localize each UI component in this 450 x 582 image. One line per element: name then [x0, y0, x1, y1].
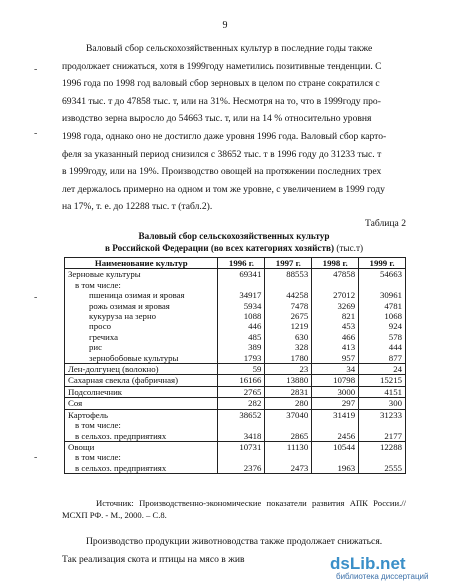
table-cell-value: 1793	[218, 353, 265, 364]
table-cell-value: 2555	[359, 463, 406, 474]
table-cell-value: 3269	[312, 301, 359, 311]
table-cell-value: 413	[312, 342, 359, 352]
table-header-row	[65, 258, 406, 269]
table-cell-value: 2675	[265, 311, 312, 321]
table-cell-value: 16166	[218, 375, 265, 386]
table-cell-value: 1088	[218, 311, 265, 321]
table-cell-value: 453	[312, 321, 359, 331]
table-cell-value: 2473	[265, 463, 312, 474]
table-cell-value	[312, 420, 359, 430]
margin-mark: -	[34, 64, 38, 75]
text-line: Валовый сбор сельскохозяйственных культур в последние годы также	[86, 43, 373, 54]
table-cell-value: 27012	[312, 290, 359, 300]
watermark-subtitle: библиотека диссертаций	[336, 572, 429, 581]
table-header-cell: 1998 г.	[312, 258, 359, 269]
table-row	[65, 269, 406, 280]
table-row	[65, 409, 406, 420]
table-cell-name: в сельхоз. предприятиях	[65, 431, 218, 442]
table-cell-name: пшеница озимая и яровая	[65, 290, 218, 300]
table-cell-value: 578	[359, 332, 406, 342]
table-row	[65, 332, 406, 342]
table-cell-value: 924	[359, 321, 406, 331]
table-cell-value: 47858	[312, 269, 359, 280]
table-cell-value: 2865	[265, 431, 312, 442]
table-cell-value: 10731	[218, 441, 265, 452]
table-cell-name: кукуруза на зерно	[65, 311, 218, 321]
table-cell-value: 1963	[312, 463, 359, 474]
table-cell-value: 630	[265, 332, 312, 342]
margin-mark: -	[34, 452, 38, 463]
table-cell-value: 2376	[218, 463, 265, 474]
table-cell-value	[359, 452, 406, 462]
text-line: лет держалось примерно на одном и том же уровне, с увеличением в 1999 году	[62, 183, 385, 195]
table-cell-value: 5934	[218, 301, 265, 311]
table-cell-name: Соя	[65, 398, 218, 409]
text-line: феля за указанный период снизился с 38652 тыс. т в 1996 году до 31233 тыс. т	[62, 148, 382, 160]
table-cell-value: 44258	[265, 290, 312, 300]
table-cell-value: 69341	[218, 269, 265, 280]
table-cell-value: 2456	[312, 431, 359, 442]
table-title	[62, 231, 406, 254]
table-cell-value: 4151	[359, 386, 406, 397]
table-title-line: Валовый сбор сельскохозяйственных культур	[138, 231, 330, 241]
margin-mark: -	[34, 128, 38, 139]
table-cell-value: 3418	[218, 431, 265, 442]
table-cell-name: в том числе:	[65, 420, 218, 430]
table-cell-value	[265, 452, 312, 462]
table-cell-value	[218, 420, 265, 430]
text-line: 1998 года, однако оно не достигло даже уровня 1996 года. Валовый сбор карто-	[62, 130, 387, 142]
table-row	[65, 398, 406, 409]
table-cell-value	[312, 280, 359, 290]
table-cell-value: 15215	[359, 375, 406, 386]
watermark	[330, 554, 450, 582]
table-cell-value: 1068	[359, 311, 406, 321]
table-cell-value: 466	[312, 332, 359, 342]
text-line: изводство зерна выросло до 54663 тыс. т, или на 14 % относительно уровня	[62, 113, 372, 125]
table-cell-value: 389	[218, 342, 265, 352]
table-cell-name: зернобобовые культуры	[65, 353, 218, 364]
table-row	[65, 353, 406, 364]
table-row	[65, 311, 406, 321]
table-cell-value: 957	[312, 353, 359, 364]
table-row	[65, 441, 406, 452]
table-row	[65, 290, 406, 300]
table-cell-value: 13880	[265, 375, 312, 386]
text-line: в 1999году, или на 19%. Производство овощей на протяжении последних трех	[62, 166, 382, 178]
table-cell-value: 10798	[312, 375, 359, 386]
table-cell-value: 11130	[265, 441, 312, 452]
table-title-unit: (тыс.т)	[334, 242, 364, 253]
table-cell-value	[218, 452, 265, 462]
table-cell-value	[265, 280, 312, 290]
text-line: продолжает снижаться, хотя в 1999году наметились позитивные тенденции. С	[62, 60, 382, 72]
table-row	[65, 280, 406, 290]
table-cell-value	[265, 420, 312, 430]
table-cell-value: 37040	[265, 409, 312, 420]
table-cell-value: 2831	[265, 386, 312, 397]
table-cell-value: 2177	[359, 431, 406, 442]
table-cell-name: Подсолнечник	[65, 386, 218, 397]
table-header-cell: 1999 г.	[359, 258, 406, 269]
table-cell-value: 59	[218, 364, 265, 375]
text-line: 1996 года по 1998 год валовый сбор зерновых в целом по стране сократился с	[62, 78, 380, 90]
text-line: Так реализация скота и птицы на мясо в жив	[62, 553, 245, 565]
table-cell-value: 485	[218, 332, 265, 342]
table-title-subline: в Российской Федерации (во всех категориях хозяйств)	[104, 242, 335, 253]
table-cell-value: 34	[312, 364, 359, 375]
table-cell-value: 300	[359, 398, 406, 409]
table-header-cell: 1997 г.	[265, 258, 312, 269]
table-cell-value: 3000	[312, 386, 359, 397]
table-row	[65, 386, 406, 397]
table-cell-value: 444	[359, 342, 406, 352]
table-cell-value: 10544	[312, 441, 359, 452]
table-row	[65, 301, 406, 311]
table-cell-value: 297	[312, 398, 359, 409]
table-cell-value: 280	[265, 398, 312, 409]
table-cell-value: 328	[265, 342, 312, 352]
table-cell-value	[359, 420, 406, 430]
table-cell-name: в сельхоз. предприятиях	[65, 463, 218, 474]
table-body	[65, 269, 406, 474]
table-cell-value: 31233	[359, 409, 406, 420]
table-cell-name: в том числе:	[65, 452, 218, 462]
body-paragraph	[62, 40, 398, 216]
table-row	[65, 463, 406, 474]
watermark-logo: dsLib.net	[330, 554, 406, 573]
table-cell-value: 821	[312, 311, 359, 321]
table-cell-name: Лен-долгунец (волокно)	[65, 364, 218, 375]
table-row	[65, 364, 406, 375]
table-row	[65, 420, 406, 430]
text-line: 69341 тыс. т до 47858 тыс. т, или на 31%. Несмотря на то, что в 1999году про-	[62, 95, 381, 107]
table-cell-name: рис	[65, 342, 218, 352]
table-cell-value: 1780	[265, 353, 312, 364]
table-label: Таблица 2	[364, 218, 406, 229]
table-cell-value: 38652	[218, 409, 265, 420]
table-cell-value	[312, 452, 359, 462]
table-cell-value: 282	[218, 398, 265, 409]
table-cell-value: 34917	[218, 290, 265, 300]
table-header-cell: Наименование культур	[65, 258, 218, 269]
harvest-table	[64, 257, 406, 474]
table-cell-name: Сахарная свекла (фабричная)	[65, 375, 218, 386]
table-cell-value: 2765	[218, 386, 265, 397]
table-row	[65, 321, 406, 331]
table-cell-value: 1219	[265, 321, 312, 331]
table-cell-value: 54663	[359, 269, 406, 280]
table-cell-value: 12288	[359, 441, 406, 452]
table-row	[65, 452, 406, 462]
table-row	[65, 342, 406, 352]
table-header-cell: 1996 г.	[218, 258, 265, 269]
table-cell-value: 31419	[312, 409, 359, 420]
table-cell-value	[218, 280, 265, 290]
table-cell-value: 446	[218, 321, 265, 331]
text-line: Производство продукции животноводства также продолжает снижаться.	[86, 536, 383, 547]
table-cell-value: 7478	[265, 301, 312, 311]
table-cell-name: рожь озимая и яровая	[65, 301, 218, 311]
text-line: на 17%, т. е. до 12288 тыс. т (табл.2).	[62, 201, 213, 213]
margin-mark: -	[34, 292, 38, 303]
table-cell-name: в том числе:	[65, 280, 218, 290]
table-cell-name: просо	[65, 321, 218, 331]
table-cell-name: Зерновые культуры	[65, 269, 218, 280]
table-cell-value: 88553	[265, 269, 312, 280]
page-number: 9	[222, 20, 228, 31]
table-source-note: Источник: Производственно-экономические показатели развития АПК России.// МСХП РФ. - М., 2000. – С.8.	[62, 498, 406, 520]
table-cell-value: 4781	[359, 301, 406, 311]
table-title-line	[62, 243, 406, 255]
table-cell-name: Картофель	[65, 409, 218, 420]
table-cell-name: гречиха	[65, 332, 218, 342]
table-cell-value: 24	[359, 364, 406, 375]
table-cell-name: Овощи	[65, 441, 218, 452]
table-cell-value	[359, 280, 406, 290]
table-cell-value: 30961	[359, 290, 406, 300]
table-cell-value: 877	[359, 353, 406, 364]
table-row	[65, 375, 406, 386]
table-cell-value: 23	[265, 364, 312, 375]
table-row	[65, 431, 406, 442]
